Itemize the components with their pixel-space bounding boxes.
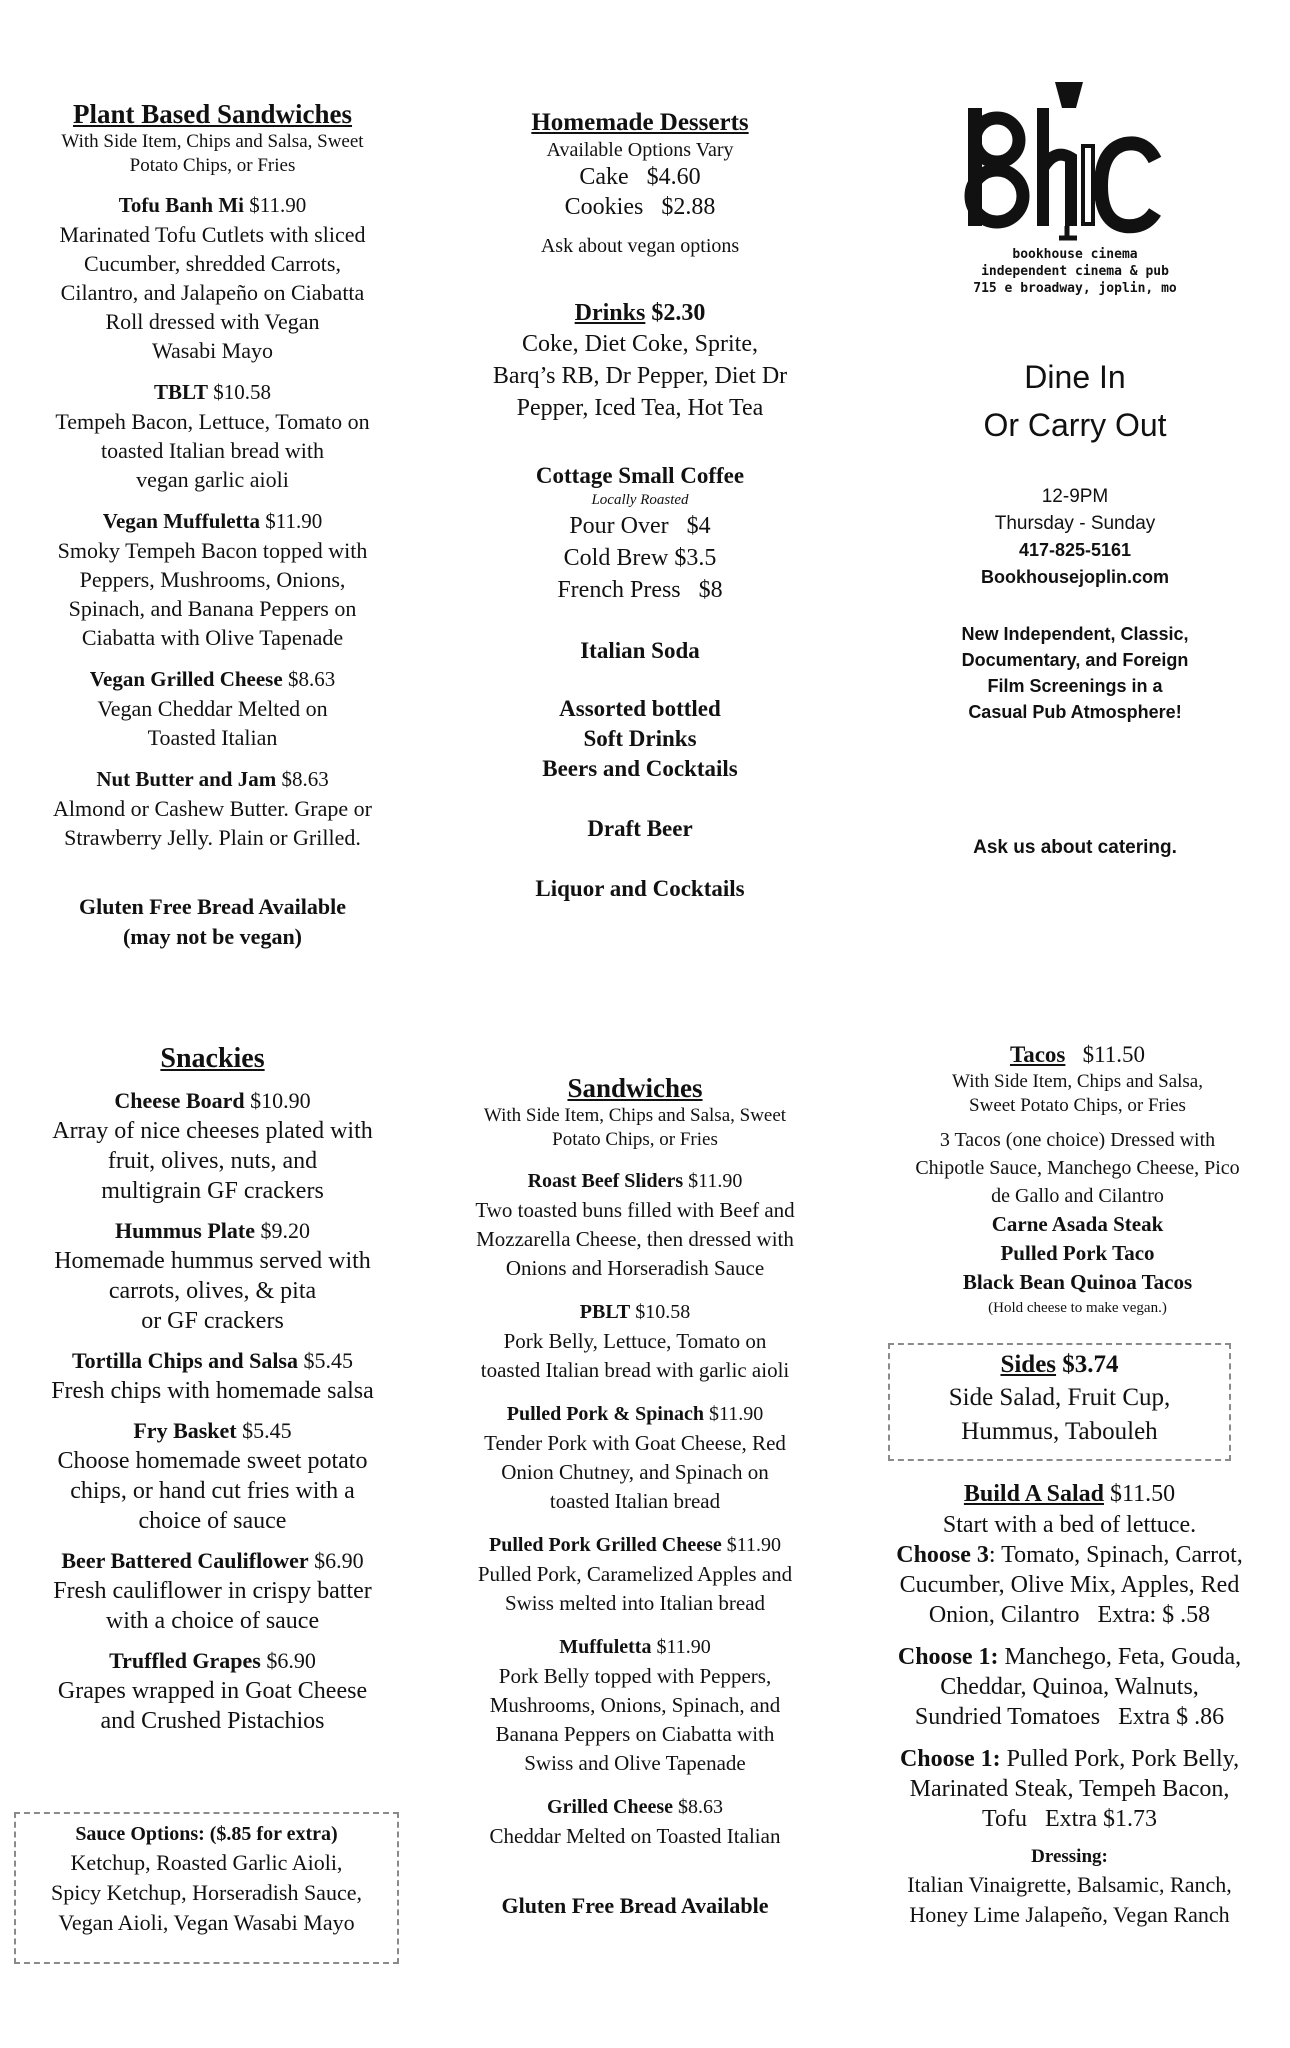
plant-based-item-desc: Toasted Italian — [147, 725, 278, 750]
plant-based-item-desc: Smoky Tempeh Bacon topped with — [57, 538, 368, 563]
plant-based-item — [20, 664, 405, 752]
sandwich-item-desc: Tender Pork with Goat Cheese, Red — [484, 1431, 786, 1455]
sandwich-item-desc: Mozzarella Cheese, then dressed with — [476, 1227, 794, 1251]
brand-line-3: 715 e broadway, joplin, mo — [973, 281, 1177, 296]
dressing-line-1: Italian Vinaigrette, Balsamic, Ranch, — [907, 1872, 1232, 1897]
taco-desc-line: 3 Tacos (one choice) Dressed with — [939, 1129, 1216, 1151]
snack-item-heading — [20, 1416, 405, 1446]
sandwiches-items — [445, 1166, 825, 1851]
sandwich-item-name: Pulled Pork & Spinach — [506, 1403, 704, 1425]
assorted-block — [450, 694, 830, 784]
plant-based-item-price: $11.90 — [249, 193, 307, 217]
plant-based-gf-note — [20, 892, 405, 952]
snack-item-name: Hummus Plate — [115, 1218, 255, 1243]
snack-item-desc: Fresh chips with homemade salsa — [51, 1378, 374, 1404]
snack-item-heading — [20, 1546, 405, 1576]
plant-based-item-desc: Roll dressed with Vegan — [105, 309, 320, 334]
plant-based-item-name: Vegan Muffuletta — [102, 509, 261, 533]
snack-item-desc: Homemade hummus served with — [54, 1248, 371, 1274]
plant-based-item-name: TBLT — [153, 380, 209, 404]
tacos-subtitle-1: With Side Item, Chips and Salsa, — [952, 1071, 1203, 1092]
choose3-line-1: : Tomato, Spinach, Carrot, — [988, 1542, 1243, 1568]
snack-item — [20, 1086, 405, 1206]
sandwich-item-desc: Pork Belly, Lettuce, Tomato on — [503, 1329, 767, 1353]
tagline-line: Film Screenings in a — [987, 676, 1163, 696]
sandwich-item — [445, 1166, 825, 1283]
side-line: Side Salad, Fruit Cup, — [948, 1384, 1171, 1411]
tacos-section — [880, 1040, 1275, 1319]
snack-item-desc: Fresh cauliflower in crispy batter — [53, 1578, 372, 1604]
snack-item-heading — [20, 1216, 405, 1246]
snack-item-price: $6.90 — [266, 1648, 316, 1673]
tagline-line: Documentary, and Foreign — [961, 650, 1189, 670]
dressing-label: Dressing: — [1031, 1846, 1108, 1867]
choose1b-label: Choose 1: — [899, 1746, 1001, 1772]
plant-based-item-desc: Strawberry Jelly. Plain or Grilled. — [64, 825, 361, 850]
sides-title: Sides — [1000, 1351, 1057, 1378]
hours: 12-9PM — [1041, 486, 1109, 507]
assorted-line-3: Beers and Cocktails — [542, 756, 738, 781]
snack-item-price: $5.45 — [242, 1418, 292, 1443]
plant-based-item-desc: Tempeh Bacon, Lettuce, Tomato on — [55, 409, 370, 434]
plant-based-item-price: $10.58 — [213, 380, 272, 404]
taco-option: Black Bean Quinoa Tacos — [962, 1270, 1193, 1294]
dessert-cake: Cake $4.60 — [579, 164, 701, 190]
tacos-options — [880, 1210, 1275, 1297]
sandwich-item-desc: Pork Belly topped with Peppers, — [498, 1664, 772, 1688]
sides-list — [890, 1381, 1229, 1449]
sandwich-item — [445, 1632, 825, 1778]
plant-based-item-desc: Cucumber, shredded Carrots, — [84, 251, 341, 276]
drinks-title: Drinks — [574, 300, 646, 326]
salad-choose-3 — [872, 1540, 1267, 1570]
snack-item-heading — [20, 1086, 405, 1116]
snack-item-name: Truffled Grapes — [109, 1648, 261, 1673]
sauce-list — [16, 1848, 397, 1938]
sandwich-item-heading — [445, 1792, 825, 1822]
snackies-title: Snackies — [160, 1043, 265, 1074]
salad-section — [872, 1478, 1267, 1930]
plant-based-item — [20, 506, 405, 652]
phone[interactable]: 417-825-5161 — [1018, 540, 1132, 560]
snack-item — [20, 1546, 405, 1636]
choose1a-line-1: Manchego, Feta, Gouda, — [998, 1644, 1242, 1670]
sandwich-item-price: $10.58 — [635, 1301, 691, 1323]
website-link[interactable]: Bookhousejoplin.com — [980, 567, 1169, 587]
sandwich-item-name: PBLT — [579, 1301, 631, 1323]
coffee-line: Pour Over $4 — [569, 513, 711, 539]
brand-column — [905, 78, 1245, 859]
taco-option: Pulled Pork Taco — [1000, 1241, 1155, 1265]
sandwiches-title: Sandwiches — [567, 1073, 703, 1103]
plant-based-item-heading — [20, 764, 405, 794]
sandwich-item-heading — [445, 1399, 825, 1429]
drinks-heading — [450, 298, 830, 328]
sandwich-item-desc: toasted Italian bread — [549, 1489, 721, 1513]
choose1a-label: Choose 1: — [897, 1644, 999, 1670]
sandwich-item-price: $8.63 — [678, 1796, 724, 1818]
days: Thursday - Sunday — [994, 513, 1156, 534]
snack-item-desc: Array of nice cheeses plated with — [52, 1118, 373, 1144]
snackies-items — [20, 1086, 405, 1736]
plant-based-item-desc: Vegan Cheddar Melted on — [97, 696, 328, 721]
italian-soda: Italian Soda — [580, 638, 700, 663]
sandwich-item-price: $11.90 — [709, 1403, 764, 1425]
tacos-heading — [880, 1040, 1275, 1070]
choose3-line-2: Cucumber, Olive Mix, Apples, Red — [899, 1572, 1240, 1598]
sandwich-item-desc: Banana Peppers on Ciabatta with — [495, 1722, 775, 1746]
sides-heading — [890, 1349, 1229, 1381]
choose1b-line-1: Pulled Pork, Pork Belly, — [1000, 1746, 1240, 1772]
sandwich-item — [445, 1297, 825, 1385]
snackies-section — [20, 1042, 405, 1736]
plant-based-item — [20, 764, 405, 852]
tacos-description — [880, 1126, 1275, 1210]
snack-item-desc: fruit, olives, nuts, and — [107, 1148, 318, 1174]
salad-heading — [872, 1478, 1267, 1510]
drinks-block — [450, 298, 830, 424]
sauce-title: Sauce Options: ($.85 for extra) — [75, 1823, 338, 1845]
snack-item — [20, 1416, 405, 1536]
snack-item-heading — [20, 1346, 405, 1376]
plant-based-item-desc: Wasabi Mayo — [151, 338, 274, 363]
tagline — [905, 621, 1245, 725]
catering-note: Ask us about catering. — [973, 837, 1177, 858]
sauce-line: Spicy Ketchup, Horseradish Sauce, — [51, 1880, 362, 1905]
snack-item-name: Beer Battered Cauliflower — [61, 1548, 309, 1573]
sides-box — [888, 1343, 1231, 1461]
plant-based-item — [20, 190, 405, 365]
plant-based-item-desc: Cilantro, and Jalapeño on Ciabatta — [60, 280, 365, 305]
snack-item-desc: Grapes wrapped in Goat Cheese — [57, 1678, 368, 1704]
gf-line-2: (may not be vegan) — [122, 924, 303, 949]
draft-beer: Draft Beer — [587, 816, 693, 841]
choose1b-line-2: Marinated Steak, Tempeh Bacon, — [909, 1776, 1230, 1802]
plant-based-title: Plant Based Sandwiches — [72, 99, 353, 129]
sandwich-item-heading — [445, 1166, 825, 1196]
drink-line: Coke, Diet Coke, Sprite, — [522, 331, 758, 357]
sandwich-item — [445, 1530, 825, 1618]
dressing-line-2: Honey Lime Jalapeño, Vegan Ranch — [909, 1902, 1230, 1927]
drinks-list — [450, 328, 830, 424]
sandwich-item-desc: Onions and Horseradish Sauce — [505, 1256, 765, 1280]
sauce-line: Ketchup, Roasted Garlic Aioli, — [70, 1850, 343, 1875]
plant-based-item-heading — [20, 377, 405, 407]
dessert-cookies: Cookies $2.88 — [564, 194, 716, 220]
plant-based-item-desc: Spinach, and Banana Peppers on — [68, 596, 357, 621]
sandwich-item-heading — [445, 1297, 825, 1327]
choose3-line-3: Onion, Cilantro Extra: $ .58 — [928, 1602, 1211, 1628]
choose3-label: Choose 3 — [896, 1542, 989, 1568]
drink-line: Pepper, Iced Tea, Hot Tea — [516, 395, 764, 421]
sauce-options-box — [14, 1812, 399, 1964]
assorted-line-1: Assorted bottled — [559, 696, 721, 721]
salad-choose-1a — [872, 1642, 1267, 1672]
bhc-logo — [905, 78, 1245, 248]
plant-based-item-name: Tofu Banh Mi — [118, 193, 245, 217]
tacos-vegan-note: (Hold cheese to make vegan.) — [988, 1300, 1167, 1316]
sandwich-item-desc: Cheddar Melted on Toasted Italian — [489, 1824, 781, 1848]
snack-item-price: $6.90 — [314, 1548, 364, 1573]
sandwich-item-desc: Swiss melted into Italian bread — [504, 1591, 766, 1615]
coffee-list — [450, 510, 830, 606]
salad-intro: Start with a bed of lettuce. — [942, 1512, 1197, 1538]
sandwich-item-price: $11.90 — [688, 1170, 743, 1192]
plant-based-item-price: $8.63 — [281, 767, 329, 791]
taco-desc-line: Chipotle Sauce, Manchego Cheese, Pico — [915, 1157, 1240, 1179]
bhc-logo-icon — [955, 78, 1195, 243]
carry-out: Or Carry Out — [983, 407, 1167, 443]
plant-based-item-name: Vegan Grilled Cheese — [89, 667, 283, 691]
sandwich-item-desc: Two toasted buns filled with Beef and — [475, 1198, 795, 1222]
tacos-subtitle-2: Sweet Potato Chips, or Fries — [969, 1095, 1186, 1116]
choose1a-line-2: Cheddar, Quinoa, Walnuts, — [940, 1674, 1199, 1700]
sandwich-item-desc: Onion Chutney, and Spinach on — [501, 1460, 769, 1484]
plant-based-subtitle-1: With Side Item, Chips and Salsa, Sweet — [61, 131, 364, 152]
snack-item-price: $5.45 — [303, 1348, 353, 1373]
snack-item — [20, 1216, 405, 1336]
plant-based-subtitle-2: Potato Chips, or Fries — [129, 155, 296, 176]
sandwich-item-desc: toasted Italian bread with garlic aioli — [480, 1358, 790, 1382]
tagline-line: New Independent, Classic, — [961, 624, 1189, 644]
sandwich-item-desc: Pulled Pork, Caramelized Apples and — [477, 1562, 793, 1586]
drink-line: Barq’s RB, Dr Pepper, Diet Dr — [492, 363, 788, 389]
sandwiches-gf-note: Gluten Free Bread Available — [501, 1893, 769, 1918]
plant-based-item-heading — [20, 664, 405, 694]
plant-based-section — [20, 98, 405, 952]
gf-line-1: Gluten Free Bread Available — [78, 894, 347, 919]
sauce-line: Vegan Aioli, Vegan Wasabi Mayo — [58, 1910, 355, 1935]
snack-item-name: Fry Basket — [133, 1418, 237, 1443]
sandwiches-subtitle-1: With Side Item, Chips and Salsa, Sweet — [483, 1105, 787, 1126]
plant-based-item-price: $8.63 — [287, 667, 336, 691]
sandwich-item — [445, 1792, 825, 1851]
snack-item-desc: Choose homemade sweet potato — [57, 1448, 368, 1474]
plant-based-item-name: Nut Butter and Jam — [96, 767, 277, 791]
plant-based-item-heading — [20, 190, 405, 220]
snack-item-desc: or GF crackers — [141, 1308, 284, 1334]
snack-item-name: Tortilla Chips and Salsa — [72, 1348, 298, 1373]
plant-based-item-desc: Ciabatta with Olive Tapenade — [81, 625, 344, 650]
plant-based-item-desc: toasted Italian bread with — [101, 438, 324, 463]
taco-desc-line: de Gallo and Cilantro — [991, 1185, 1164, 1207]
drinks-column — [450, 108, 830, 902]
snack-item-name: Cheese Board — [114, 1088, 245, 1113]
snack-item-desc: multigrain GF crackers — [101, 1178, 324, 1204]
liquor-cocktails: Liquor and Cocktails — [535, 876, 745, 901]
plant-based-item-heading — [20, 506, 405, 536]
coffee-line: French Press $8 — [557, 577, 723, 603]
coffee-subtitle: Locally Roasted — [591, 492, 689, 508]
plant-based-item — [20, 377, 405, 494]
plant-based-item-desc: Almond or Cashew Butter. Grape or — [53, 796, 372, 821]
snack-item — [20, 1646, 405, 1736]
desserts-subtitle: Available Options Vary — [546, 139, 734, 161]
tacos-price: $11.50 — [1082, 1042, 1146, 1067]
dine-in: Dine In — [1024, 359, 1126, 395]
tagline-line: Casual Pub Atmosphere! — [968, 702, 1182, 722]
plant-based-item-desc: Peppers, Mushrooms, Onions, — [79, 567, 346, 592]
snack-item-price: $9.20 — [260, 1218, 310, 1243]
sandwich-item-name: Muffuletta — [559, 1636, 652, 1658]
salad-choose-1b — [872, 1744, 1267, 1774]
sandwiches-section — [445, 1072, 825, 1919]
snack-item-price: $10.90 — [250, 1088, 311, 1113]
plant-based-item-price: $11.90 — [265, 509, 323, 533]
sandwich-item-heading — [445, 1530, 825, 1560]
coffee-block — [450, 462, 830, 606]
plant-based-item-desc: vegan garlic aioli — [136, 467, 289, 492]
snack-item-desc: and Crushed Pistachios — [100, 1708, 325, 1734]
salad-price: $11.50 — [1109, 1481, 1176, 1507]
plant-based-item-desc: Marinated Tofu Cutlets with sliced — [59, 222, 366, 247]
coffee-line: Cold Brew $3.5 — [563, 545, 717, 571]
sandwich-item — [445, 1399, 825, 1516]
plant-based-items — [20, 190, 405, 852]
desserts-title: Homemade Desserts — [531, 109, 749, 136]
sandwich-item-price: $11.90 — [726, 1534, 782, 1556]
salad-title: Build A Salad — [963, 1481, 1104, 1507]
sandwiches-subtitle-2: Potato Chips, or Fries — [552, 1129, 718, 1150]
sandwich-item-name: Grilled Cheese — [546, 1796, 674, 1818]
snack-item-desc: carrots, olives, & pita — [108, 1278, 317, 1304]
snack-item-desc: choice of sauce — [138, 1508, 287, 1534]
sandwich-item-heading — [445, 1632, 825, 1662]
sandwich-item-desc: Swiss and Olive Tapenade — [524, 1751, 746, 1775]
sandwich-item-name: Pulled Pork Grilled Cheese — [488, 1534, 722, 1556]
sides-price: $3.74 — [1062, 1351, 1119, 1378]
snack-item-desc: with a choice of sauce — [105, 1608, 320, 1634]
choose1a-line-3: Sundried Tomatoes Extra $ .86 — [914, 1704, 1225, 1730]
sandwich-item-name: Roast Beef Sliders — [527, 1170, 684, 1192]
assorted-line-2: Soft Drinks — [583, 726, 697, 751]
snack-item-heading — [20, 1646, 405, 1676]
sandwich-item-price: $11.90 — [656, 1636, 711, 1658]
brand-line-2: independent cinema & pub — [981, 264, 1169, 279]
taco-option: Carne Asada Steak — [991, 1212, 1164, 1236]
coffee-title: Cottage Small Coffee — [535, 463, 745, 488]
choose1b-line-3: Tofu Extra $1.73 — [982, 1806, 1157, 1832]
sandwich-item-desc: Mushrooms, Onions, Spinach, and — [489, 1693, 781, 1717]
drinks-price: $2.30 — [651, 300, 706, 326]
side-line: Hummus, Tabouleh — [961, 1418, 1158, 1445]
brand-line-1: bookhouse cinema — [1012, 247, 1138, 262]
tacos-title: Tacos — [1009, 1042, 1066, 1067]
vegan-note: Ask about vegan options — [540, 235, 740, 257]
snack-item-desc: chips, or hand cut fries with a — [70, 1478, 355, 1504]
snack-item — [20, 1346, 405, 1406]
